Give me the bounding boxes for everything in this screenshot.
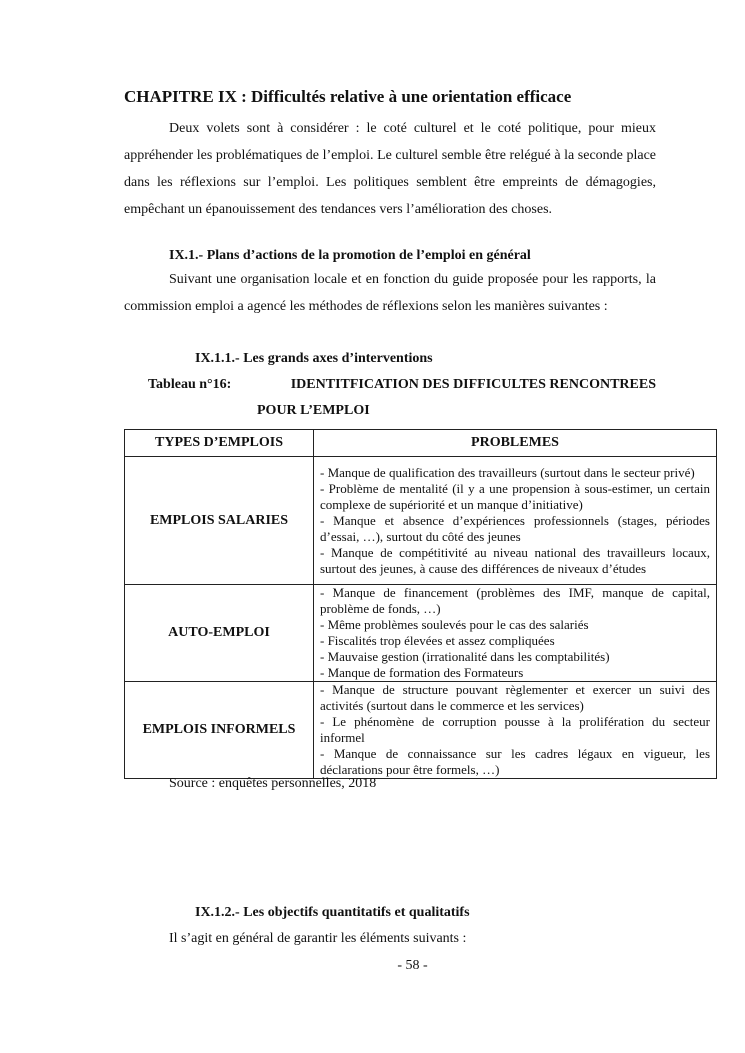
problem-item: - Manque de financement (problèmes des IMF, manque de capital, problème de fonds, …) xyxy=(320,585,710,616)
problem-item: - Fiscalités trop élevées et assez compliquées xyxy=(320,633,555,648)
header-types: TYPES D’EMPLOIS xyxy=(125,430,314,457)
problem-item: - Problème de mentalité (il y a une propension à sous-estimer, un certain complexe de supériorité et un manque d’initiative) xyxy=(320,480,710,512)
row-problems xyxy=(314,682,717,779)
problem-item: - Manque de structure pouvant règlementer et exercer un suivi des activités (surtout dans le commerce et les services) xyxy=(320,682,710,713)
table-caption-line1: IDENTITFICATION DES DIFFICULTES RENCONTREES xyxy=(290,377,656,392)
page-number: - 58 - xyxy=(397,958,428,973)
table-row xyxy=(125,682,717,779)
problem-item: - Manque de qualification des travailleurs (surtout dans le secteur privé) xyxy=(320,464,695,480)
difficulties-table xyxy=(124,429,717,779)
chapter-title: CHAPITRE IX : Difficultés relative à une orientation efficace xyxy=(124,87,572,106)
table-caption-label: Tableau n°16: xyxy=(148,377,232,392)
row-type: AUTO-EMPLOI xyxy=(125,585,314,682)
problem-item: - Mauvaise gestion (irrationalité dans les comptabilités) xyxy=(320,649,610,664)
table-source: Source : enquêtes personnelles, 2018 xyxy=(169,776,377,791)
problem-item: - Manque de compétitivité au niveau national des travailleurs locaux, surtout des jeunes, à cause des différences de niveaux d’études xyxy=(320,544,710,576)
section-1-paragraph xyxy=(124,266,656,320)
intro-paragraph-text: Deux volets sont à considérer : le coté culturel et le coté politique, pour mieux appréhender les problématiques de l’emploi. Le culturel semble être relégué à la seconde place dans les réflexions sur l’emploi. Les politiques semblent être empreints de démagogies, empêchant un épanouissement des tendances vers l’amélioration des choses. xyxy=(124,121,656,217)
problem-item: - Manque de formation des Formateurs xyxy=(320,665,524,680)
row-type: EMPLOIS SALARIES xyxy=(125,457,314,585)
table-caption-line2: POUR L’EMPLOI xyxy=(257,403,370,418)
section-1-paragraph-text: Suivant une organisation locale et en fonction du guide proposée pour les rapports, la commission emploi a agencé les méthodes de réflexions selon les manières suivantes : xyxy=(124,272,656,314)
intro-paragraph xyxy=(124,115,656,223)
row-problems xyxy=(314,585,717,682)
problem-item: - Même problèmes soulevés pour le cas des salariés xyxy=(320,617,589,632)
table-row xyxy=(125,457,717,585)
section-1-title: IX.1.- Plans d’actions de la promotion de l’emploi en général xyxy=(169,248,531,263)
row-type: EMPLOIS INFORMELS xyxy=(125,682,314,779)
table-header-row xyxy=(125,430,717,457)
row-problems xyxy=(314,457,717,585)
header-problems: PROBLEMES xyxy=(314,430,717,457)
table-row xyxy=(125,585,717,682)
section-1-1-title: IX.1.1.- Les grands axes d’interventions xyxy=(195,351,433,366)
problem-item: - Manque et absence d’expériences professionnels (stages, périodes d’essai, …), surtout du côté des jeunes xyxy=(320,512,710,544)
problem-item: - Manque de connaissance sur les cadres légaux en vigueur, les déclarations pour être formels, …) xyxy=(320,746,710,777)
section-1-2-title: IX.1.2.- Les objectifs quantitatifs et qualitatifs xyxy=(195,905,470,920)
problem-item: - Le phénomène de corruption pousse à la prolifération du secteur informel xyxy=(320,714,710,745)
section-1-2-paragraph: Il s’agit en général de garantir les éléments suivants : xyxy=(169,931,467,946)
